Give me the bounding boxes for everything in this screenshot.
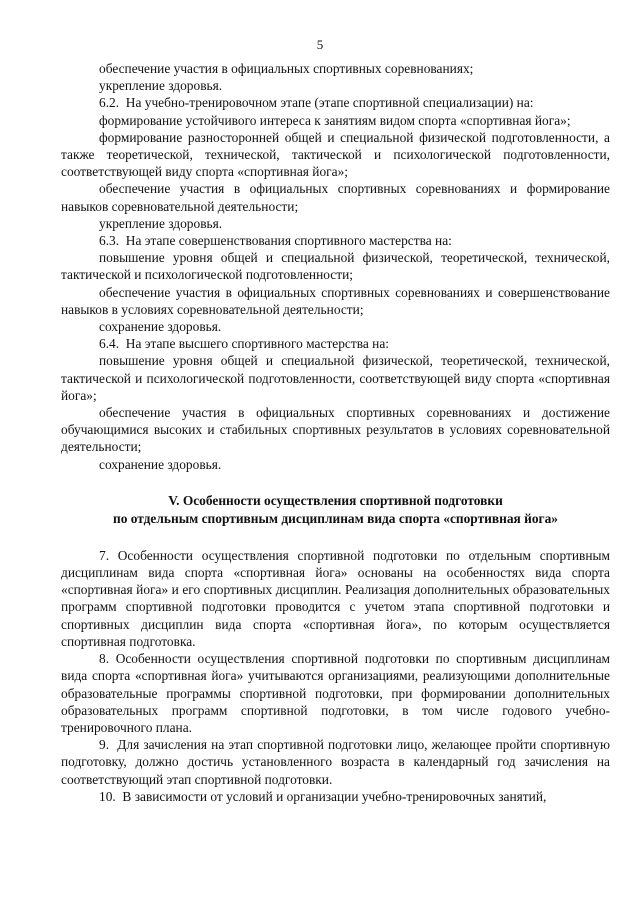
paragraph: 8. Особенности осуществления спортивной подготовки по спортивным дисциплинам вида спорта «спортивная йога» учитываются организациями, реализующими дополнительные образовательные программы спортивной подготовки, при формировании дополнительных образовательных программ спортивной подготовки, в том числе годового учебно-тренировочного плана. (61, 651, 610, 735)
paragraph: 10. В зависимости от условий и организации учебно-тренировочных занятий, (99, 788, 547, 804)
paragraph: сохранение здоровья. (99, 456, 222, 472)
paragraph: 6.3. На этапе совершенствования спортивного мастерства на: (99, 233, 452, 249)
paragraph: обеспечение участия в официальных спортивных соревнованиях; (99, 61, 474, 76)
paragraph: 9. Для зачисления на этап спортивной подготовки лицо, желающее пройти спортивную подготовку, должно достичь установленного возраста в календарный год зачисления на соответствующий этап спортивной подготовки. (61, 737, 610, 787)
section-heading-line-2: по отдельным спортивным дисциплинам вида спорта «спортивная йога» (112, 510, 558, 526)
paragraph: обеспечение участия в официальных спортивных соревнованиях и формирование навыков соревновательной деятельности; (61, 181, 610, 214)
section-heading (61, 492, 610, 528)
paragraph: повышение уровня общей и специальной физической, теоретической, технической, тактической и психологической подготовленности, соответствующей виду спорта «спортивная йога»; (61, 353, 610, 403)
paragraph: 7. Особенности осуществления спортивной подготовки по отдельным спортивным дисциплинам вида спорта «спортивная йога» основаны на особенностях вида спорта «спортивная йога» и его спортивных дисциплин. Реализация дополнительных образовательных программ спортивной подготовки проводится с учетом этапа спортивной подготовки и спортивных дисциплин вида спорта «спортивная йога», по которым осуществляется спортивная подготовка. (61, 547, 610, 649)
paragraph: обеспечение участия в официальных спортивных соревнованиях и достижение обучающимися высоких и стабильных спортивных результатов в условиях соревновательной деятельности; (61, 405, 610, 455)
paragraph: укрепление здоровья. (99, 78, 223, 94)
paragraph: обеспечение участия в официальных спортивных соревнованиях и совершенствование навыков в условиях соревновательной деятельности; (61, 284, 610, 317)
page-number: 5 (316, 37, 324, 52)
paragraph: сохранение здоровья. (99, 319, 222, 335)
section-heading-line-1: V. Особенности осуществления спортивной подготовки (168, 492, 503, 508)
paragraph: 6.4. На этапе высшего спортивного мастерства на: (99, 336, 389, 352)
paragraph: формирование разносторонней общей и специальной физической подготовленности, а также теоретической, технической, тактической и психологической подготовленности, соответствующей виду спорта «спортивная йога»; (61, 129, 610, 180)
paragraph: повышение уровня общей и специальной физической, теоретической, технической, тактической и психологической подготовленности; (61, 250, 610, 283)
paragraph: укрепление здоровья. (99, 215, 223, 231)
paragraph: формирование устойчивого интереса к занятиям видом спорта «спортивная йога»; (99, 112, 571, 128)
document-body (61, 60, 610, 805)
paragraph: 6.2. На учебно-тренировочном этапе (этапе спортивной специализации) на: (99, 95, 534, 111)
